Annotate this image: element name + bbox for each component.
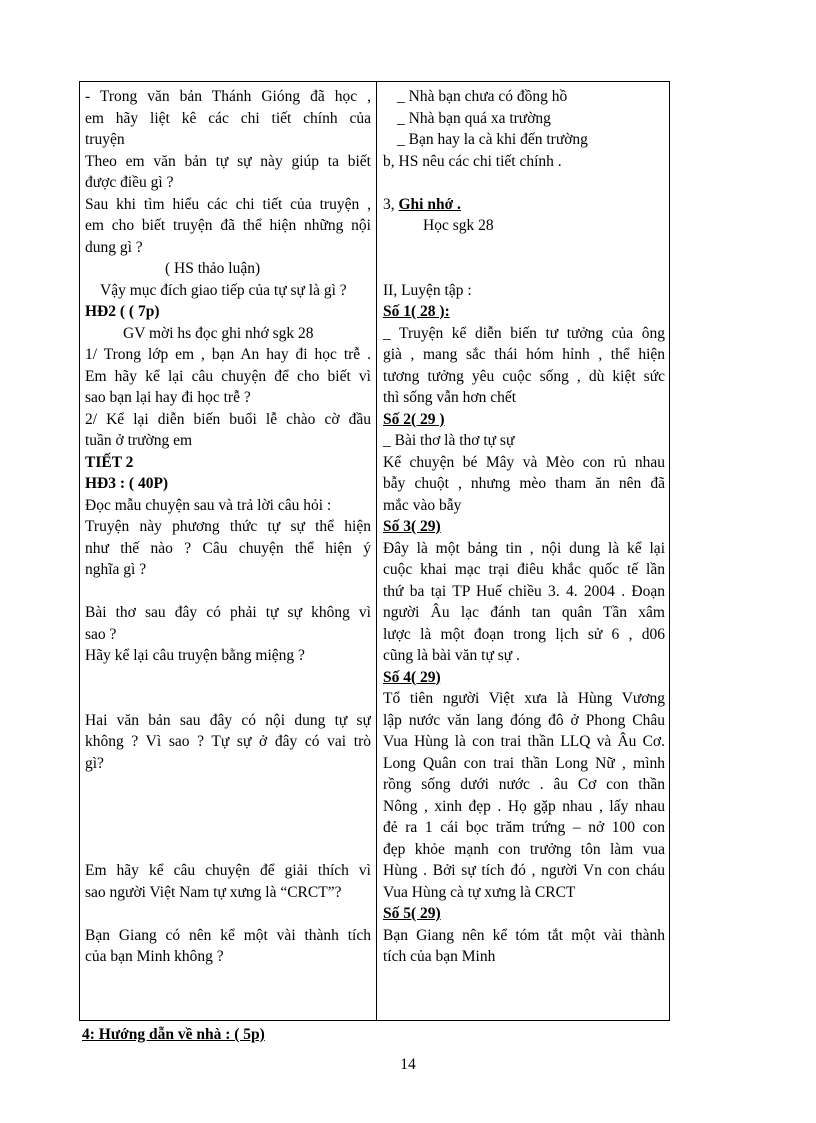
text-line: em cho biết truyện đã thể hiện những nội [85, 217, 371, 234]
activity-heading: HĐ3 : ( 40P) [85, 475, 169, 492]
text-line: Kể chuyện bé Mây và Mèo con rủ nhau [383, 453, 665, 471]
exercise-heading: Số 2( 29 ) [383, 410, 445, 428]
text-line: Hùng . Bởi sự tích đó , người Vn con cháu [383, 862, 665, 879]
text-line: _ Bài thơ là thơ tự sự [383, 432, 515, 449]
text-line: Bài thơ sau đây có phải tự sự không vì [85, 604, 371, 621]
text-line: tương tưởng yêu cuộc sống , dù kiệt sức [383, 367, 665, 385]
text-line: tuần ở trường em [85, 432, 193, 449]
text-line: - Trong văn bản Thánh Gióng đã học , [85, 88, 371, 105]
text-line: Bạn Giang nên kể tóm tắt một vài thành [383, 926, 665, 944]
exercise-heading: Số 3( 29) [383, 518, 441, 535]
text-line: thứ ba tại TP Huế chiều 3. 4. 2004 . Đoạn [383, 582, 665, 600]
text-line: Đây là một bảng tin , nội dung là kể lại [383, 539, 665, 557]
text-line: Vua Hùng là con trai thần LLQ và Âu Cơ. [383, 733, 665, 750]
text-line: Nông , xinh đẹp . Họ gặp nhau , lấy nhau [383, 797, 665, 815]
text-line: ( HS thảo luận) [165, 260, 261, 277]
text-line: bẫy chuột , nhưng mèo tham ăn nên đã [383, 475, 665, 492]
text-line: sao ? [85, 625, 117, 643]
text-line: _ Nhà bạn chưa có đồng hồ [397, 88, 568, 105]
text-line: Em hãy kể câu chuyện để giải thích vì [85, 862, 371, 879]
section-title: Ghi nhớ . [398, 195, 461, 213]
text-line: 1/ Trong lớp em , bạn An hay đi học trễ . [85, 346, 371, 363]
text-line: Học sgk 28 [423, 217, 494, 234]
text-line: già , mang sắc thái hóm hỉnh , thể hiện [383, 346, 665, 363]
text-line: sao bạn lại hay đi học trễ ? [85, 389, 251, 406]
teacher-activity-column [85, 86, 371, 968]
page-number: 14 [400, 1056, 416, 1073]
column-divider [376, 82, 377, 1020]
text-line: Hai văn bản sau đây có nội dung tự sự [85, 711, 371, 729]
text-line: GV mời hs đọc ghi nhớ sgk 28 [123, 324, 314, 342]
text-line: Hãy kể lại câu truyện bằng miệng ? [85, 647, 305, 664]
text-line: như thế nào ? Câu chuyện thể hiện ý [85, 539, 371, 557]
text-line: lược là một đoạn trong lịch sử 6 , d06 [383, 625, 665, 643]
text-line: đẻ ra 1 cái bọc trăm trứng – nở 100 con [383, 819, 665, 836]
homework-heading: 4: Hướng dẫn về nhà : ( 5p) [82, 1026, 265, 1043]
text-line: sao người Việt Nam tự xưng là “CRCT”? [85, 883, 342, 901]
text-line: truyện [85, 131, 125, 148]
text-line: _ Bạn hay la cà khi đến trường [397, 131, 588, 148]
text-line: _ Nhà bạn quá xa trường [397, 109, 551, 127]
section-heading: II, Luyện tập : [383, 281, 472, 299]
text-line: Truyện này phương thức tự sự thể hiện [85, 518, 371, 535]
text-line: lập nước văn lang đóng đô ở Phong Châu [383, 711, 665, 729]
text-line: tích của bạn Minh [383, 948, 496, 965]
text-line: không ? Vì sao ? Tự sự ở đây có vai trò [85, 733, 371, 750]
exercise-heading: Số 1( 28 ): [383, 303, 450, 320]
text-line: Long Quân con trai thần Long Nữ , mình [383, 754, 665, 772]
text-line: Theo em văn bản tự sự này giúp ta biết [85, 152, 371, 170]
text-line: gì? [85, 754, 104, 772]
text-line: dung gì ? [85, 238, 143, 256]
text-line: _ Truyện kể diễn biến tư tưởng của ông [383, 324, 665, 342]
text-line: người Âu lạc đánh tan quân Tần xâm [383, 604, 665, 621]
ghi-nho-heading [383, 194, 665, 216]
text-line: rồng sống dưới nước . âu Cơ con thần [383, 776, 665, 793]
text-line: 2/ Kể lại diễn biến buổi lễ chào cờ đầu [85, 410, 371, 428]
text-line: Em hãy kể lại câu chuyện để cho biết vì [85, 367, 371, 385]
text-line: b, HS nêu các chi tiết chính . [383, 152, 562, 170]
text-line: mắc vào bẫy [383, 496, 462, 514]
section-number: 3, [383, 195, 395, 213]
text-line: cũng là bài văn tự sự . [383, 647, 520, 664]
exercise-heading: Số 5( 29) [383, 905, 441, 922]
activity-heading: HĐ2 ( ( 7p) [85, 303, 160, 320]
exercise-heading: Số 4( 29) [383, 668, 441, 686]
text-line: em hãy liệt kê các chi tiết chính của [85, 109, 371, 127]
text-line: Sau khi tìm hiểu các chi tiết của truyện , [85, 195, 371, 213]
text-line: cuộc khai mạc trại điêu khắc quốc tế lần [383, 561, 665, 578]
student-activity-column [383, 86, 665, 968]
text-line: Vua Hùng cà tự xưng là CRCT [383, 883, 576, 901]
text-line: của bạn Minh không ? [85, 948, 224, 965]
text-line: thì sống vẫn hơn chết [383, 389, 517, 406]
text-line: đẹp khỏe mạnh con trưởng tôn làm vua [383, 840, 665, 858]
lesson-table [79, 81, 670, 1021]
text-line: Tổ tiên người Việt xưa là Hùng Vương [383, 690, 665, 707]
text-line: Bạn Giang có nên kể một vài thành tích [85, 926, 371, 944]
text-line: nghĩa gì ? [85, 561, 147, 578]
lesson-heading: TIẾT 2 [85, 453, 134, 471]
text-line: Đọc mẫu chuyện sau và trả lời câu hỏi : [85, 496, 332, 514]
text-line: được điều gì ? [85, 174, 174, 191]
text-line: Vậy mục đích giao tiếp của tự sự là gì ? [100, 281, 347, 299]
